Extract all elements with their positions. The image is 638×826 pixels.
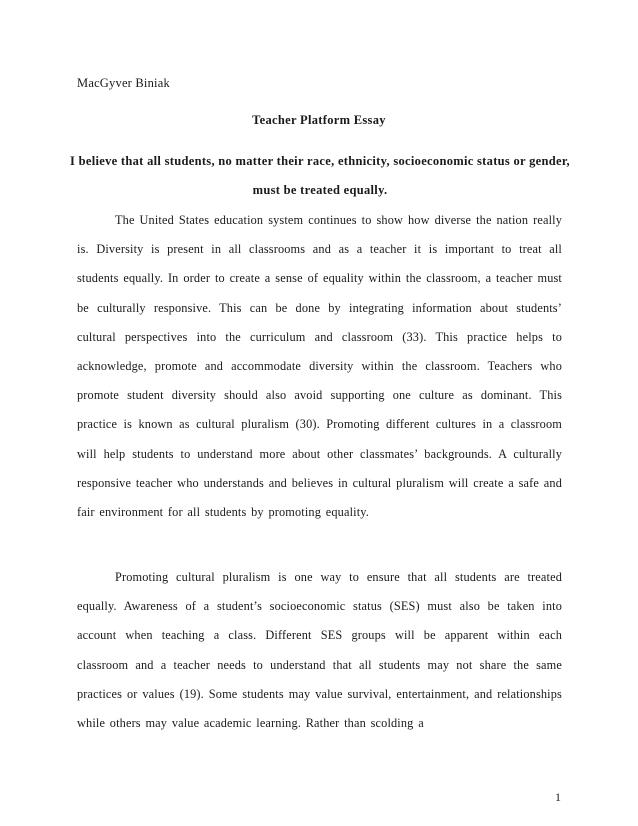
essay-title: Teacher Platform Essay bbox=[252, 113, 386, 127]
thesis-statement: I believe that all students, no matter their race, ethnicity, socioeconomic status or gender, must be treated equally. bbox=[70, 154, 570, 197]
body-paragraph: The United States education system continues to show how diverse the nation really is. Diversity is present in all classrooms and as a teacher it is important to treat all students equally. In order to create a sense of equality within the classroom, a teacher must be culturally responsive. This can be done by integrating information about students’ cultural perspectives into the curriculum and classroom (33). This practice helps to acknowledge, promote and accommodate diversity within the classroom. Teachers who promote student diversity should also avoid supporting one culture as dominant. This practice is known as cultural pluralism (30). Promoting different cultures in a classroom will help students to understand more about other classmates’ backgrounds. A culturally responsive teacher who understands and believes in cultural pluralism will create a safe and fair environment for all students by promoting equality. bbox=[77, 213, 562, 520]
body-paragraph: Promoting cultural pluralism is one way to ensure that all students are treated equally. Awareness of a student’s socioeconomic status (SES) must also be taken into account when teaching a class. Different SES groups will be apparent within each classroom and a teacher needs to understand that all students may not share the same practices or values (19). Some students may value survival, entertainment, and relationships while others may value academic learning. Rather than scolding a bbox=[77, 570, 562, 731]
author-name: MacGyver Biniak bbox=[77, 76, 170, 90]
page-number: 1 bbox=[555, 790, 561, 804]
